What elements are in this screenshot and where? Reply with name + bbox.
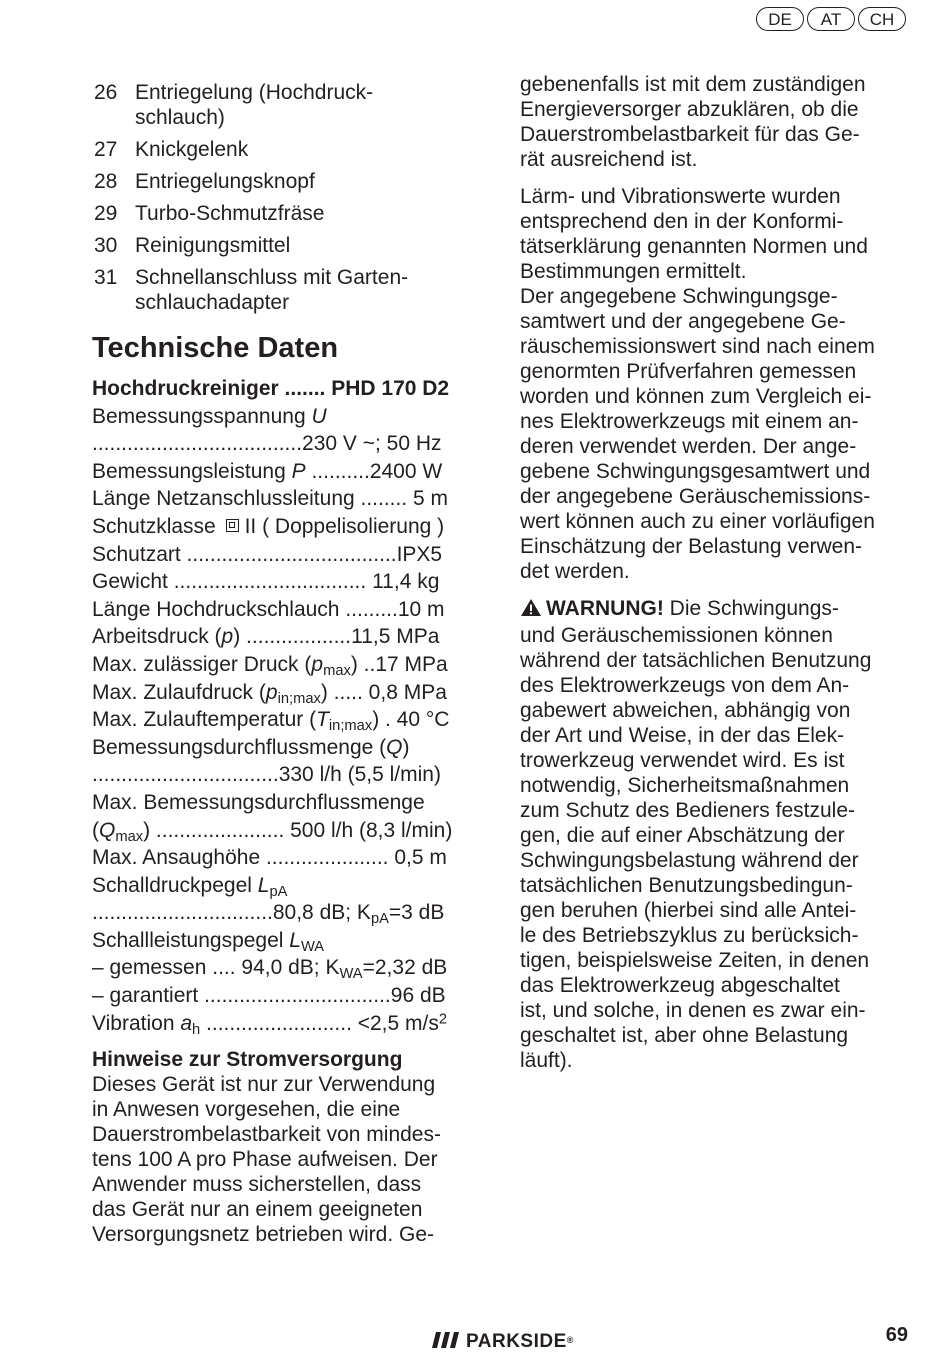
- country-badges: [756, 7, 906, 31]
- item-text: Turbo-Schmutzfräse: [135, 202, 325, 225]
- section-heading-power-supply: Hinweise zur Stromversorgung: [92, 1048, 403, 1072]
- left-column: [92, 72, 484, 1247]
- right-column: [520, 72, 912, 1085]
- warning-paragraph: [520, 596, 912, 1073]
- spec-working-pressure: Arbeitsdruck (p) ..................11,5 MPa: [92, 625, 440, 649]
- spec-rated-voltage-label: Bemessungsspannung U: [92, 404, 327, 428]
- noise-paragraph-2: Der angegebene Schwingungsge- samtwert und der angegebene Ge- räuschemissionswert sind nach einem genormten Prüfverfahren gemessen worden und können zum Vergleich ei- nes Elektrowerkzeugs mit einem an- deren verwendet werden. Der ange- gebene Schwingungsgesamtwert und der angegebene Geräuschemissions- wert können auch zu einer vorläufigen Einschätzung der Belastung verwen- det werden.: [520, 285, 875, 583]
- spec-sound-power-measured: – gemessen .... 94,0 dB; $K_{WA}=2,32$ dB: [92, 956, 448, 983]
- country-badge-ch: CH: [858, 7, 906, 31]
- item-number: 30: [94, 234, 118, 257]
- protection-class-ii-icon: [226, 519, 239, 532]
- list-item: [92, 80, 484, 130]
- item-number: 28: [94, 170, 118, 193]
- spec-sound-pressure-value: ...............................80,8 dB; $K_{pA}=3$ dB: [92, 901, 445, 928]
- spec-max-inlet-pressure: Max. Zulaufdruck $(p_{in;max})$ ..... 0,8 MPa: [92, 680, 447, 707]
- spec-weight: Gewicht ................................. 11,4 kg: [92, 570, 440, 594]
- spec-rated-power: Bemessungsleistung P ..........2400 W: [92, 459, 443, 483]
- warning-text: Die Schwingungs- und Geräuschemissionen können während der tatsächlichen Benutzung des Elektrowerkzeugs von dem An- gabewert abweichen, abhängig von der Art und Weise, in der das Elek- trowerkzeug verwendet wird. Es ist notwendig, Sicherheitsmaßnahmen zum Schutz des Bedieners festzule- gen, die auf einer Abschätzung der Schwingungsbelastung während der tatsächlichen Benutzungsbedingun- gen beruhen (hierbei sind alle Antei- le des Betriebszyklus zu berücksich- tigen, beispielsweise Zeiten, in denen das Elektrowerkzeug abgeschaltet ist, und solche, in denen es zwar ein- geschaltet ist, aber ohne Belastung läuft).: [520, 597, 872, 1072]
- item-text: Entriegelungsknopf: [135, 170, 315, 193]
- brand-logo: [432, 1331, 574, 1353]
- warning-icon: [520, 598, 542, 623]
- list-item: [92, 265, 484, 315]
- spec-rated-flow-label: Bemessungsdurchflussmenge (Q): [92, 735, 410, 759]
- brand-name: PARKSIDE®: [466, 1331, 574, 1352]
- item-text: Knickgelenk: [135, 138, 249, 161]
- spec-max-suction: Max. Ansaughöhe ..................... 0,5 m: [92, 846, 447, 870]
- spec-max-pressure: Max. zulässiger Druck $(p_{max})$ ..17 MPa: [92, 652, 448, 680]
- spec-rated-flow-value: ................................330 l/h (5,5 l/min): [92, 763, 441, 787]
- item-text: Schnellanschluss mit Garten- schlauchadapter: [135, 266, 409, 314]
- spec-sound-pressure-label: Schalldruckpegel $L_{pA}$: [92, 873, 288, 900]
- brand-stripes-icon: [432, 1332, 460, 1353]
- page-number: 69: [885, 1324, 908, 1346]
- spec-protection-class: Schutzklasse II ( Doppelisolierung ): [92, 514, 445, 538]
- item-text: Entriegelung (Hochdruck- schlauch): [135, 81, 374, 129]
- item-text: Reinigungsmittel: [135, 234, 291, 257]
- spec-sound-power-guaranteed: – garantiert ................................96 dB: [92, 984, 446, 1008]
- item-number: 31: [94, 266, 118, 289]
- item-number: 29: [94, 202, 118, 225]
- list-item: [92, 233, 484, 258]
- spec-hose-length: Länge Hochdruckschlauch .........10 m: [92, 597, 445, 621]
- product-line: Hochdruckreiniger ....... PHD 170 D2: [92, 377, 450, 400]
- technical-data: [92, 375, 484, 1037]
- spec-rated-voltage-value: ....................................230 V ~; 50 Hz: [92, 432, 442, 456]
- spec-max-inlet-temperature: Max. Zulauftemperatur $(T_{in;max})$ . 40 °C: [92, 708, 450, 735]
- noise-paragraph-1: Lärm- und Vibrationswerte wurden entsprechend den in der Konformi- tätserklärung genannten Normen und Bestimmungen ermittelt.: [520, 185, 868, 283]
- warning-label: WARNUNG!: [546, 597, 664, 620]
- power-supply-continuation: gebenenfalls ist mit dem zuständigen Energieversorger abzuklären, ob die Dauerstrombelastbarkeit für das Ge- rät ausreichend ist.: [520, 73, 866, 171]
- section-heading-technical-data: Technische Daten: [92, 332, 339, 364]
- spec-sound-power-label: Schallleistungspegel $L_{WA}$: [92, 928, 325, 955]
- spec-protection-type: Schutzart ....................................IPX5: [92, 542, 443, 566]
- parts-list: [92, 80, 484, 315]
- spec-max-rated-flow-value: $(Q_{max})$ ...................... 500 l/h (8,3 l/min): [92, 818, 453, 845]
- power-supply-text: Dieses Gerät ist nur zur Verwendung in Anwesen vorgesehen, die eine Dauerstrombelastbarkeit von mindes- tens 100 A pro Phase aufweisen. Der Anwender muss sicherstellen, dass das Gerät nur an einem geeigneten Versorgungsnetz betrieben wird. Ge-: [92, 1073, 441, 1247]
- country-badge-de: DE: [756, 7, 804, 31]
- list-item: [92, 137, 484, 162]
- spec-vibration: Vibration $a_h$ ......................... <2,5 $m/s^2$: [92, 1011, 448, 1038]
- spec-cable-length: Länge Netzanschlussleitung ........ 5 m: [92, 487, 449, 511]
- item-number: 26: [94, 81, 118, 104]
- list-item: [92, 169, 484, 194]
- list-item: [92, 201, 484, 226]
- spec-max-rated-flow-label: Max. Bemessungsdurchflussmenge: [92, 790, 425, 814]
- item-number: 27: [94, 138, 118, 161]
- country-badge-at: AT: [807, 7, 855, 31]
